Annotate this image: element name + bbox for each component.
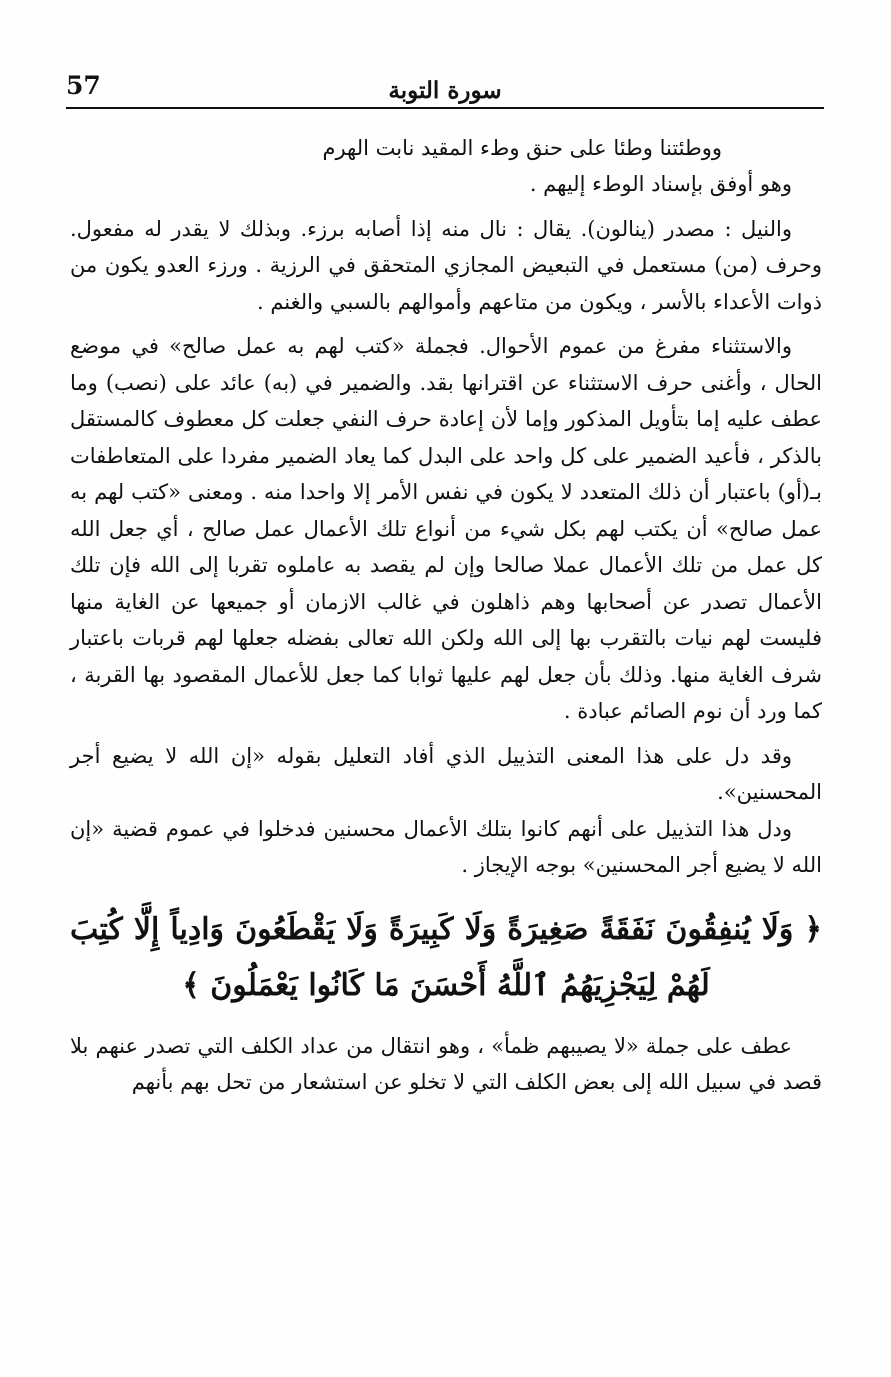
paragraph: ودل هذا التذييل على أنهم كانوا بتلك الأعمال محسنين فدخلوا في عموم قضية «إن الله لا يضيع أجر المحسنين» بوجه الإيجاز . (70, 816, 822, 877)
paragraph: والاستثناء مفرغ من عموم الأحوال. فجملة «كتب لهم به عمل صالح» في موضع الحال ، وأغنى حرف الاستثناء عن اقترانها بقد. والضمير في (به) عائد على (نصب) وما عطف عليه إما بتأويل المذكور وإما لأن إعادة حرف النفي جعلت كل معطوف كالمستقل بالذكر ، فأعيد الضمير على كل واحد على البدل كما يعاد الضمير مفردا على المتعاطفات بـ(أو) باعتبار أن ذلك المتعدد لا يكون في نفس الأمر إلا واحدا منه . ومعنى «كتب لهم به عمل صالح» أن يكتب لهم بكل شيء من أنواع تلك الأعمال عمل صالح ، أي جعل الله كل عمل من تلك الأعمال عملا صالحا وإن لم يقصد به عاملوه تقربا إلى الله فإن تلك الأعمال تصدر عن أصحابها وهم ذاهلون في غالب الازمان أو جميعها عن الغاية منها فليست لهم نيات بالتقرب بها إلى الله ولكن الله تعالى بفضله جعلها لهم قربات باعتبار شرف الغاية منها. وذلك بأن جعل لهم عليها ثوابا كما جعل للأعمال المقصود بها القربة ، كما ورد أن نوم الصائم عبادة . (70, 334, 822, 723)
header-rule (66, 107, 824, 109)
page-number: 57 (66, 71, 101, 100)
quran-verse: ﴿ وَلَا يُنفِقُونَ نَفَقَةً صَغِيرَةً وَلَا كَبِيرَةً وَلَا يَقْطَعُونَ وَادِياً إِلَّا كُتِبَ لَهُمْ لِيَجْزِيَهُمُ ٱللَّهُ أَحْسَنَ مَا كَانُوا يَعْمَلُونَ ﴾ (70, 911, 822, 1003)
running-title: سورة التوبة (388, 77, 502, 104)
paragraph: عطف على جملة «لا يصيبهم ظمأ» ، وهو انتقال من عداد الكلف التي تصدر عنهم بلا قصد في سبيل الله إلى بعض الكلف التي لا تخلو عن استشعار من تحل بهم بأنهم (70, 1033, 822, 1094)
paragraph: والنيل : مصدر (ينالون). يقال : نال منه إذا أصابه برزء. وبذلك لا يقدر له مفعول. وحرف (من) مستعمل في التبعيض المجازي المتحقق في الرزية . ورزء العدو يكون من ذوات الأعداء بالأسر ، ويكون من متاعهم وأموالهم بالسبي والغنم . (70, 216, 822, 314)
page-header (66, 72, 824, 106)
paragraph: وهو أوفق بإسناد الوطء إليهم . (529, 172, 792, 196)
poetry-verse: ووطئتنا وطئا على حنق وطء المقيد نابت الهرم (322, 136, 722, 160)
main-text (70, 130, 822, 1101)
paragraph: وقد دل على هذا المعنى التذييل الذي أفاد التعليل بقوله «إن الله لا يضيع أجر المحسنين». (70, 743, 822, 804)
